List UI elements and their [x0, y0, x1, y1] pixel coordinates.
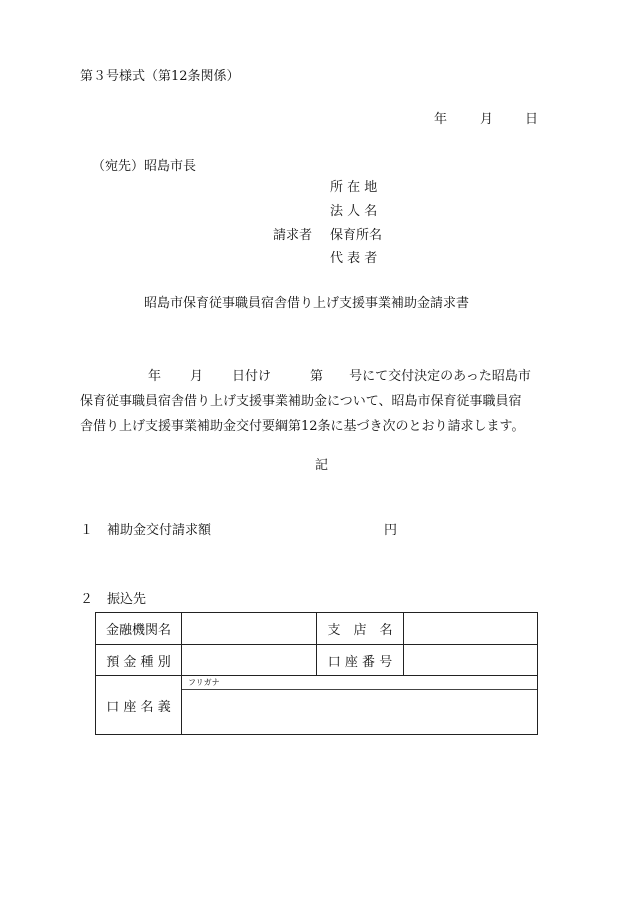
facility-name-label: 保育所名	[330, 228, 383, 243]
item-1-unit: 円	[384, 523, 398, 538]
document-title: 昭島市保育従事職員宿舎借り上げ支援事業補助金請求書	[144, 296, 470, 311]
blank-month: 月	[190, 369, 204, 384]
account-number-label: 口 座 番 号	[317, 645, 404, 676]
body-line-3: 舎借り上げ支援事業補助金交付要綱第12条に基づき次のとおり請求します。	[80, 419, 525, 434]
deposit-type-field[interactable]	[182, 645, 317, 676]
blank-dated: 日付け	[232, 369, 272, 384]
corp-name-label: 法 人 名	[330, 204, 378, 219]
representative-label: 代 表 者	[330, 251, 378, 266]
blank-year: 年	[148, 369, 162, 384]
body-line-1-rest: 号にて交付決定のあった昭島市	[349, 369, 531, 384]
body-paragraph	[80, 364, 550, 439]
blank-number: 第	[310, 369, 324, 384]
bank-name-label: 金融機関名	[96, 613, 182, 645]
bank-transfer-table	[95, 612, 538, 735]
date-year: 年	[434, 112, 448, 127]
item-2-number: ２	[80, 592, 94, 607]
account-holder-label: 口 座 名 義	[96, 676, 182, 735]
date-month: 月	[480, 112, 494, 127]
furigana-label: フリガナ	[182, 676, 537, 690]
date-day: 日	[525, 112, 539, 127]
item-1-number: １	[80, 523, 94, 538]
requester-label: 請求者	[273, 228, 313, 243]
ki-heading: 記	[315, 458, 329, 473]
item-1-label: 補助金交付請求額	[107, 523, 212, 538]
bank-name-field[interactable]	[182, 613, 317, 645]
account-number-field[interactable]	[404, 645, 538, 676]
branch-name-field[interactable]	[404, 613, 538, 645]
addressee: （宛先）昭島市長	[92, 159, 197, 174]
account-holder-field[interactable]	[182, 676, 538, 735]
address-label: 所 在 地	[330, 180, 378, 195]
branch-name-label: 支 店 名	[317, 613, 404, 645]
body-line-2: 保育従事職員宿舎借り上げ支援事業補助金について、昭島市保育従事職員宿	[80, 394, 522, 409]
deposit-type-label: 預 金 種 別	[96, 645, 182, 676]
item-2-label: 振込先	[107, 592, 147, 607]
form-number: 第３号様式（第12条関係）	[80, 69, 240, 84]
body-line-1	[80, 364, 550, 389]
